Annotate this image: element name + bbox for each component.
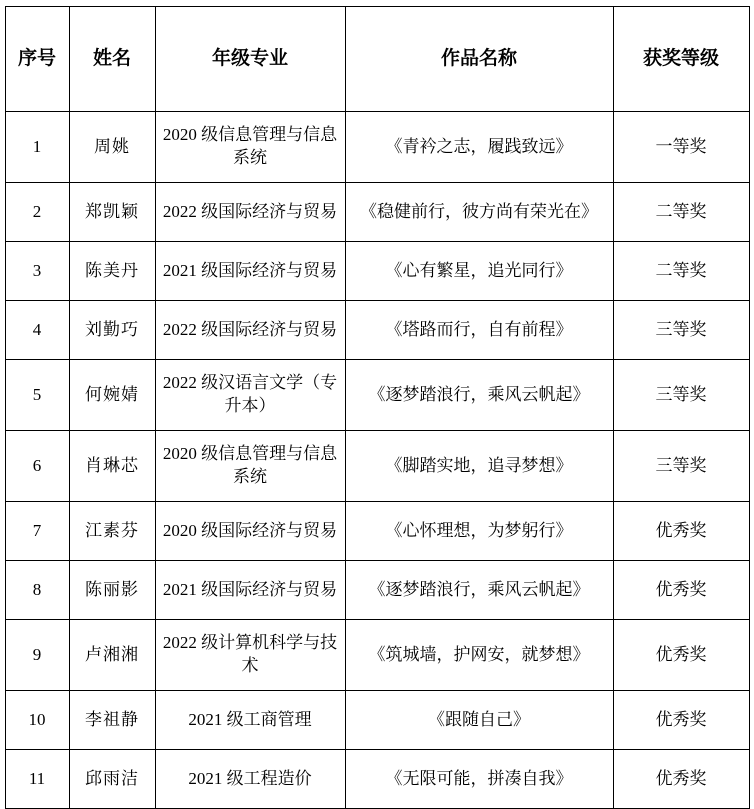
cell-no: 11 bbox=[5, 750, 69, 809]
cell-no: 5 bbox=[5, 360, 69, 431]
table-row bbox=[5, 301, 749, 360]
cell-title: 《青衿之志，履践致远》 bbox=[345, 112, 613, 183]
cell-prize: 二等奖 bbox=[613, 183, 749, 242]
cell-prize: 优秀奖 bbox=[613, 502, 749, 561]
cell-prize: 优秀奖 bbox=[613, 561, 749, 620]
cell-major: 2021 级工程造价 bbox=[155, 750, 345, 809]
cell-prize: 三等奖 bbox=[613, 431, 749, 502]
cell-title: 《心有繁星，追光同行》 bbox=[345, 242, 613, 301]
cell-name: 李祖静 bbox=[69, 691, 155, 750]
table-row bbox=[5, 561, 749, 620]
cell-no: 9 bbox=[5, 620, 69, 691]
cell-major: 2022 级国际经济与贸易 bbox=[155, 183, 345, 242]
cell-prize: 三等奖 bbox=[613, 301, 749, 360]
table-row bbox=[5, 750, 749, 809]
cell-major: 2022 级汉语言文学（专升本） bbox=[155, 360, 345, 431]
cell-major: 2020 级国际经济与贸易 bbox=[155, 502, 345, 561]
cell-major: 2021 级国际经济与贸易 bbox=[155, 242, 345, 301]
cell-name: 何婉婧 bbox=[69, 360, 155, 431]
cell-name: 周姚 bbox=[69, 112, 155, 183]
table-row bbox=[5, 620, 749, 691]
cell-name: 卢湘湘 bbox=[69, 620, 155, 691]
cell-major: 2021 级工商管理 bbox=[155, 691, 345, 750]
cell-title: 《跟随自己》 bbox=[345, 691, 613, 750]
cell-major: 2022 级计算机科学与技术 bbox=[155, 620, 345, 691]
column-header-title: 作品名称 bbox=[345, 7, 613, 112]
cell-prize: 二等奖 bbox=[613, 242, 749, 301]
table-row bbox=[5, 360, 749, 431]
cell-major: 2021 级国际经济与贸易 bbox=[155, 561, 345, 620]
cell-prize: 优秀奖 bbox=[613, 691, 749, 750]
table-row bbox=[5, 183, 749, 242]
table-row bbox=[5, 242, 749, 301]
cell-name: 陈丽影 bbox=[69, 561, 155, 620]
award-list-table bbox=[5, 6, 750, 809]
cell-title: 《筑城墙，护网安，就梦想》 bbox=[345, 620, 613, 691]
cell-title: 《心怀理想，为梦躬行》 bbox=[345, 502, 613, 561]
cell-title: 《塔路而行，自有前程》 bbox=[345, 301, 613, 360]
cell-no: 2 bbox=[5, 183, 69, 242]
cell-no: 6 bbox=[5, 431, 69, 502]
cell-no: 1 bbox=[5, 112, 69, 183]
cell-name: 陈美丹 bbox=[69, 242, 155, 301]
cell-title: 《逐梦踏浪行，乘风云帆起》 bbox=[345, 561, 613, 620]
column-header-major: 年级专业 bbox=[155, 7, 345, 112]
cell-prize: 优秀奖 bbox=[613, 750, 749, 809]
cell-name: 郑凯颖 bbox=[69, 183, 155, 242]
cell-prize: 优秀奖 bbox=[613, 620, 749, 691]
table-row bbox=[5, 502, 749, 561]
cell-name: 江素芬 bbox=[69, 502, 155, 561]
cell-prize: 三等奖 bbox=[613, 360, 749, 431]
cell-title: 《逐梦踏浪行，乘风云帆起》 bbox=[345, 360, 613, 431]
cell-no: 7 bbox=[5, 502, 69, 561]
cell-major: 2020 级信息管理与信息系统 bbox=[155, 431, 345, 502]
column-header-name: 姓名 bbox=[69, 7, 155, 112]
column-header-prize: 获奖等级 bbox=[613, 7, 749, 112]
table-header-row bbox=[5, 7, 749, 112]
cell-major: 2022 级国际经济与贸易 bbox=[155, 301, 345, 360]
cell-no: 10 bbox=[5, 691, 69, 750]
table-row bbox=[5, 112, 749, 183]
cell-title: 《稳健前行，彼方尚有荣光在》 bbox=[345, 183, 613, 242]
table-row bbox=[5, 691, 749, 750]
cell-name: 邱雨洁 bbox=[69, 750, 155, 809]
cell-no: 4 bbox=[5, 301, 69, 360]
cell-prize: 一等奖 bbox=[613, 112, 749, 183]
table-row bbox=[5, 431, 749, 502]
cell-major: 2020 级信息管理与信息系统 bbox=[155, 112, 345, 183]
cell-name: 肖琳芯 bbox=[69, 431, 155, 502]
cell-title: 《无限可能，拼凑自我》 bbox=[345, 750, 613, 809]
column-header-no: 序号 bbox=[5, 7, 69, 112]
cell-title: 《脚踏实地，追寻梦想》 bbox=[345, 431, 613, 502]
cell-name: 刘勤巧 bbox=[69, 301, 155, 360]
cell-no: 3 bbox=[5, 242, 69, 301]
cell-no: 8 bbox=[5, 561, 69, 620]
